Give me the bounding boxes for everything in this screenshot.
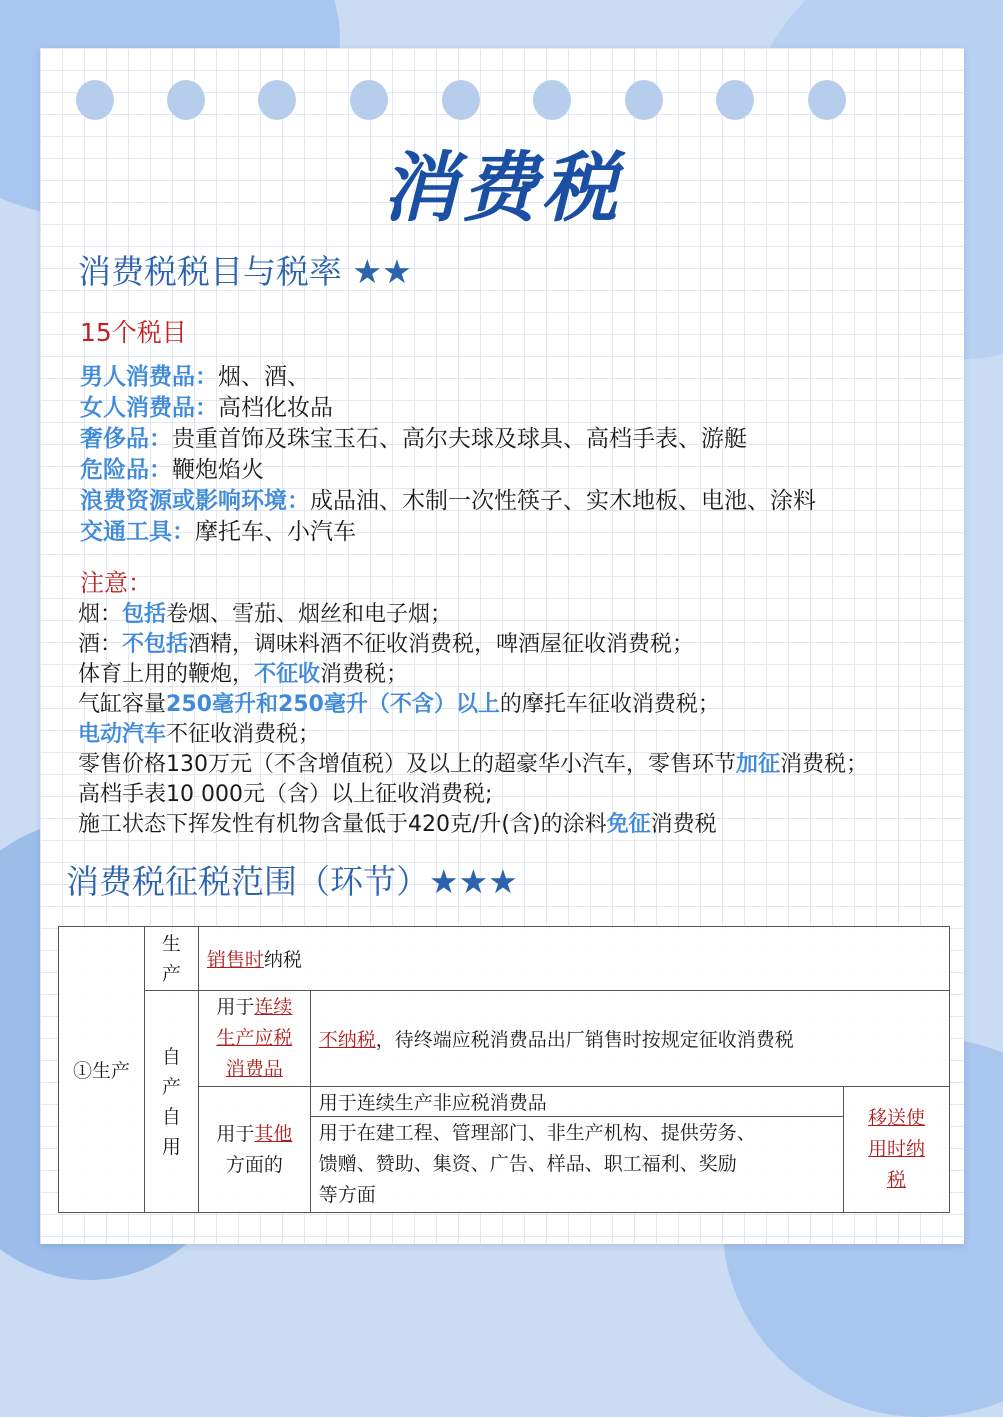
note-line: 高档手表10 000元（含）以上征收消费税; bbox=[78, 782, 493, 807]
tax-scope-table bbox=[58, 926, 950, 1213]
section-title-tax-items: 消费税税目与税率 ★★ bbox=[78, 252, 412, 291]
table-cell-sale-tax: 销售时纳税 bbox=[198, 927, 949, 991]
binder-hole bbox=[808, 80, 846, 120]
table-cell-production: ①生产 bbox=[59, 927, 145, 1213]
note-title: 注意： bbox=[80, 569, 152, 597]
binder-hole bbox=[350, 80, 388, 120]
binder-hole bbox=[533, 80, 571, 120]
tax-item-text: 高档化妆品 bbox=[218, 395, 333, 421]
note-line: 酒：不包括酒精，调味料酒不征收消费税，啤酒屋征收消费税； bbox=[78, 632, 695, 657]
note-line: 烟：包括卷烟、雪茄、烟丝和电子烟； bbox=[78, 602, 453, 627]
binder-hole bbox=[76, 80, 114, 120]
table-cell-other-use: 用于其他 方面的 bbox=[198, 1087, 310, 1213]
table-cell-continuous-taxable: 用于连续 生产应税 消费品 bbox=[198, 991, 310, 1087]
binder-holes bbox=[76, 80, 896, 124]
tax-item bbox=[80, 424, 747, 454]
note-line: 施工状态下挥发性有机物含量低于420克/升(含)的涂料免征消费税 bbox=[78, 812, 717, 837]
tax-item bbox=[80, 455, 264, 485]
table-cell-transfer-tax: 移送使 用时纳 税 bbox=[844, 1087, 950, 1213]
tax-item-label: 奢侈品： bbox=[80, 426, 172, 452]
table-cell-self-use: 自 产 自 用 bbox=[144, 991, 198, 1213]
tax-item-text: 贵重首饰及珠宝玉石、高尔夫球及球具、高档手表、游艇 bbox=[172, 426, 747, 452]
binder-hole bbox=[625, 80, 663, 120]
binder-hole bbox=[167, 80, 205, 120]
tax-item-label: 浪费资源或影响环境： bbox=[80, 488, 310, 514]
tax-item-text: 成品油、木制一次性筷子、实木地板、电池、涂料 bbox=[310, 488, 816, 514]
subtitle-15-items: 15个税目 bbox=[80, 318, 187, 347]
tax-item-label: 交通工具： bbox=[80, 519, 195, 545]
table-cell-produce-label: 生 产 bbox=[144, 927, 198, 991]
note-line: 电动汽车不征收消费税； bbox=[78, 722, 321, 747]
binder-hole bbox=[258, 80, 296, 120]
tax-item bbox=[80, 517, 356, 547]
tax-item-text: 摩托车、小汽车 bbox=[195, 519, 356, 545]
tax-item-text: 鞭炮焰火 bbox=[172, 457, 264, 483]
note-line: 体育上用的鞭炮，不征收消费税； bbox=[78, 662, 409, 687]
tax-item-label: 男人消费品： bbox=[80, 364, 218, 390]
tax-item-label: 女人消费品： bbox=[80, 395, 218, 421]
tax-item bbox=[80, 486, 816, 516]
note-line: 气缸容量250毫升和250毫升（不含）以上的摩托车征收消费税； bbox=[78, 692, 720, 717]
tax-item-text: 烟、酒、 bbox=[218, 364, 310, 390]
note-line: 零售价格130万元（不含增值税）及以上的超豪华小汽车，零售环节加征消费税； bbox=[78, 752, 869, 777]
tax-item bbox=[80, 393, 333, 423]
tax-item bbox=[80, 362, 310, 392]
page-title: 消费税 bbox=[381, 143, 622, 232]
binder-hole bbox=[442, 80, 480, 120]
binder-hole bbox=[716, 80, 754, 120]
table-cell-other-purposes: 用于在建工程、管理部门、非生产机构、提供劳务、 馈赠、赞助、集资、广告、样品、职工福利、奖励 等方面 bbox=[310, 1117, 843, 1213]
table-cell-no-tax: 不纳税，待终端应税消费品出厂销售时按规定征收消费税 bbox=[310, 991, 949, 1087]
table-cell-nontaxable-production: 用于连续生产非应税消费品 bbox=[310, 1087, 843, 1117]
section-title-scope: 消费税征税范围（环节）★★★ bbox=[66, 862, 518, 901]
tax-item-label: 危险品： bbox=[80, 457, 172, 483]
